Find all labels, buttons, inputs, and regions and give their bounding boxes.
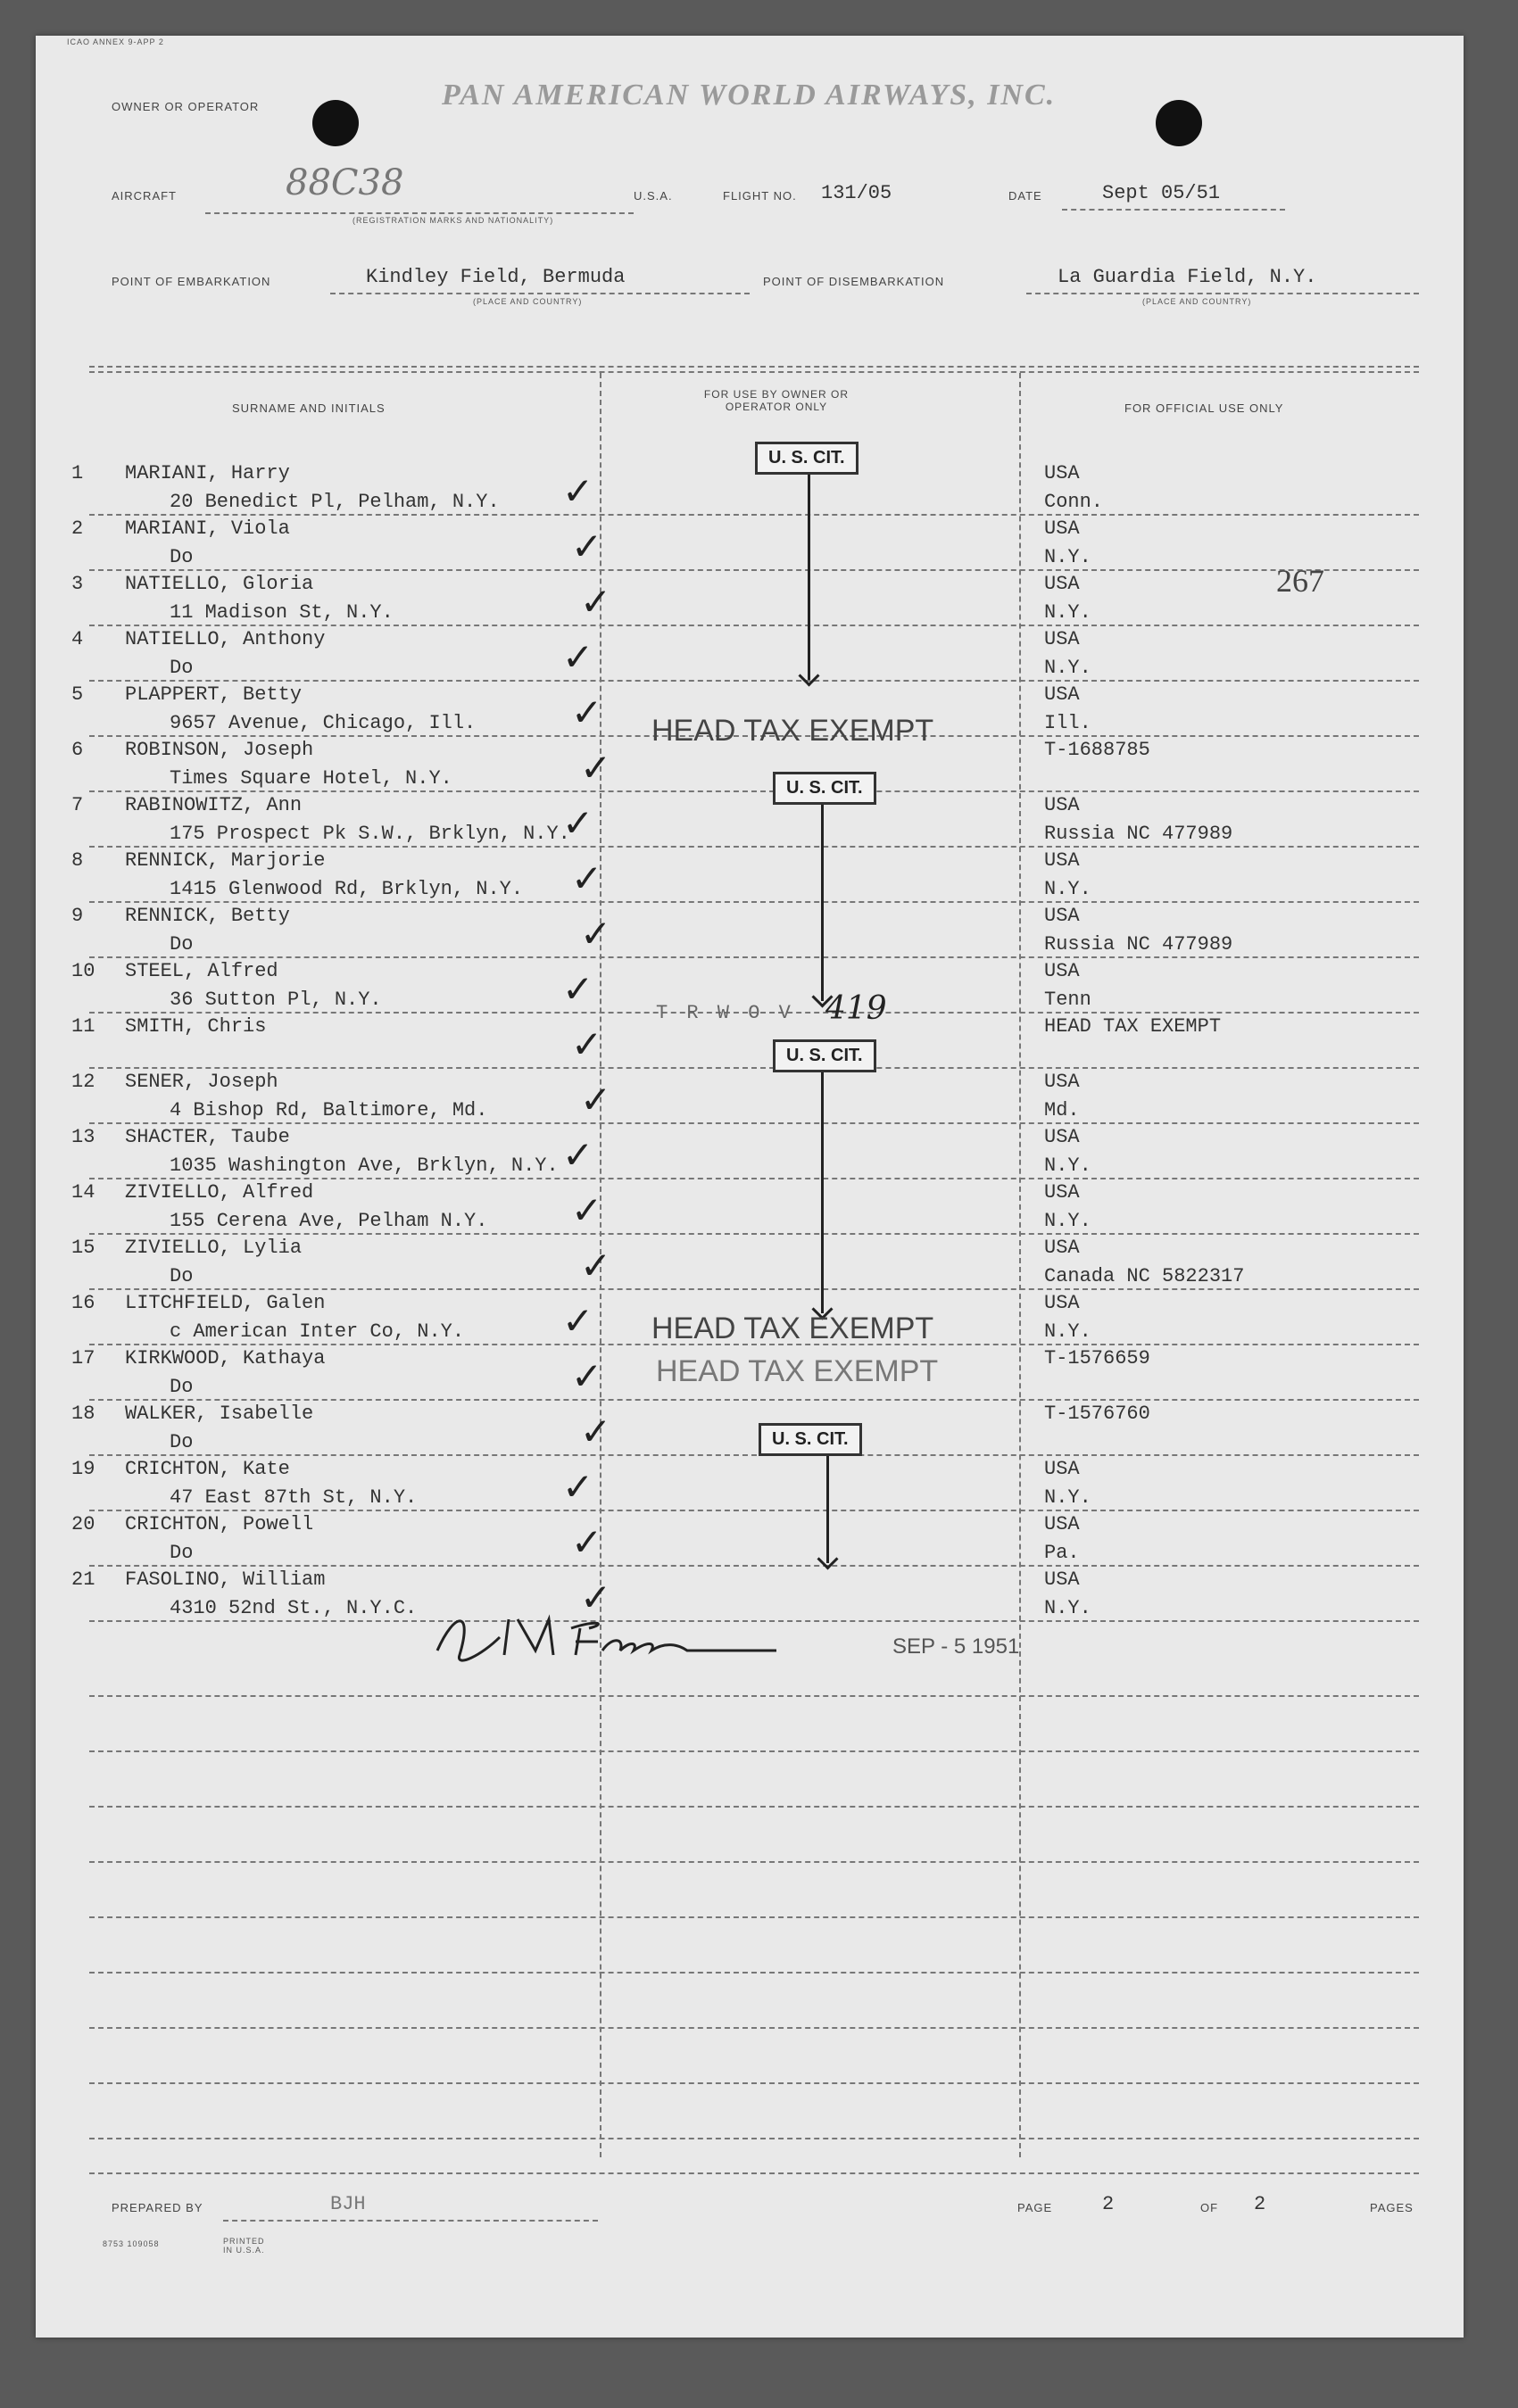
trwov-number: 419 xyxy=(825,990,887,1027)
passenger-name: WALKER, Isabelle xyxy=(125,1403,314,1425)
official-entry-2: N.Y. xyxy=(1044,878,1091,900)
passenger-address: Do xyxy=(170,1542,194,1564)
passenger-address: Do xyxy=(170,1431,194,1453)
trwov-stamp: T R W O V xyxy=(656,1002,794,1024)
col-surname-header: SURNAME AND INITIALS xyxy=(232,401,386,415)
official-entry-1: USA xyxy=(1044,683,1080,706)
official-entry-1: USA xyxy=(1044,905,1080,927)
check-mark-icon: ✓ xyxy=(571,1022,603,1066)
row-separator xyxy=(89,514,1419,516)
official-entry-1: USA xyxy=(1044,1126,1080,1148)
prepared-label: PREPARED BY xyxy=(112,2201,203,2214)
passenger-name: MARIANI, Harry xyxy=(125,462,290,484)
official-entry-1: T-1688785 xyxy=(1044,739,1150,761)
row-separator xyxy=(89,1233,1419,1235)
official-entry-2: N.Y. xyxy=(1044,1597,1091,1619)
official-entry-1: USA xyxy=(1044,1237,1080,1259)
form-number: 8753 109058 xyxy=(103,2239,160,2248)
row-number: 21 xyxy=(71,1568,95,1591)
flight-value: 131/05 xyxy=(821,182,892,204)
check-mark-icon: ✓ xyxy=(571,525,603,568)
official-entry-2: N.Y. xyxy=(1044,601,1091,624)
airline-name: PAN AMERICAN WORLD AIRWAYS, INC. xyxy=(442,79,1057,112)
row-separator xyxy=(89,1178,1419,1179)
head-tax-stamp-2: HEAD TAX EXEMPT xyxy=(651,1312,934,1345)
official-entry-1: USA xyxy=(1044,1071,1080,1093)
row-separator xyxy=(89,1454,1419,1456)
row-separator xyxy=(89,790,1419,792)
empty-row-line xyxy=(89,2082,1419,2084)
empty-row-line xyxy=(89,1916,1419,1918)
check-mark-icon: ✓ xyxy=(580,746,612,790)
row-separator xyxy=(89,846,1419,848)
prepared-value: BJH xyxy=(330,2193,366,2215)
table-row xyxy=(36,849,1464,905)
empty-row-line xyxy=(89,1806,1419,1808)
row-number: 1 xyxy=(71,462,84,484)
table-row xyxy=(36,1126,1464,1181)
official-entry-1: USA xyxy=(1044,1181,1080,1204)
table-row xyxy=(36,1071,1464,1126)
owner-label: OWNER OR OPERATOR xyxy=(112,100,260,113)
pages-label: PAGES xyxy=(1370,2201,1414,2214)
page-value: 2 xyxy=(1102,2193,1115,2215)
check-mark-icon: ✓ xyxy=(571,1354,603,1398)
official-entry-2: N.Y. xyxy=(1044,1320,1091,1343)
registration-caption: (REGISTRATION MARKS AND NATIONALITY) xyxy=(353,216,554,225)
empty-row-line xyxy=(89,1972,1419,1974)
passenger-address: 4310 52nd St., N.Y.C. xyxy=(170,1597,418,1619)
col-owner-header: FOR USE BY OWNER OR OPERATOR ONLY xyxy=(703,388,850,413)
passenger-name: NATIELLO, Anthony xyxy=(125,628,326,650)
check-mark-icon: ✓ xyxy=(580,912,612,956)
aircraft-line xyxy=(205,212,634,214)
passenger-name: SMITH, Chris xyxy=(125,1015,267,1038)
row-number: 16 xyxy=(71,1292,95,1314)
passenger-name: LITCHFIELD, Galen xyxy=(125,1292,326,1314)
row-number: 20 xyxy=(71,1513,95,1535)
embarkation-value: Kindley Field, Bermuda xyxy=(366,266,626,288)
passenger-address: Times Square Hotel, N.Y. xyxy=(170,767,452,790)
official-entry-1: USA xyxy=(1044,462,1080,484)
row-number: 17 xyxy=(71,1347,95,1369)
official-entry-2: Conn. xyxy=(1044,491,1104,513)
aircraft-value: 88C38 xyxy=(286,162,404,203)
passenger-name: ROBINSON, Joseph xyxy=(125,739,314,761)
row-number: 13 xyxy=(71,1126,95,1148)
official-entry-1: USA xyxy=(1044,849,1080,872)
prepared-line xyxy=(223,2220,598,2222)
disembarkation-value: La Guardia Field, N.Y. xyxy=(1058,266,1317,288)
passenger-address: Do xyxy=(170,657,194,679)
row-number: 9 xyxy=(71,905,84,927)
of-value: 2 xyxy=(1254,2193,1266,2215)
passenger-name: KIRKWOOD, Kathaya xyxy=(125,1347,326,1369)
table-row xyxy=(36,573,1464,628)
row-number: 3 xyxy=(71,573,84,595)
check-mark-icon: ✓ xyxy=(580,1078,612,1121)
official-entry-1: USA xyxy=(1044,960,1080,982)
passenger-name: MARIANI, Viola xyxy=(125,517,290,540)
official-entry-1: USA xyxy=(1044,1513,1080,1535)
passenger-address: 155 Cerena Ave, Pelham N.Y. xyxy=(170,1210,488,1232)
official-entry-2: Canada NC 5822317 xyxy=(1044,1265,1245,1287)
row-number: 14 xyxy=(71,1181,95,1204)
embarkation-line xyxy=(330,293,750,294)
date-stamp: SEP - 5 1951 xyxy=(892,1634,1020,1659)
passenger-address: 36 Sutton Pl, N.Y. xyxy=(170,989,382,1011)
row-separator xyxy=(89,680,1419,682)
form-ref: ICAO ANNEX 9-APP 2 xyxy=(67,37,164,46)
official-entry-1: T-1576659 xyxy=(1044,1347,1150,1369)
row-separator xyxy=(89,1122,1419,1124)
check-mark-icon: ✓ xyxy=(562,1299,594,1343)
passenger-name: CRICHTON, Kate xyxy=(125,1458,290,1480)
arrow-3 xyxy=(821,1072,824,1313)
punch-hole-right xyxy=(1156,100,1202,146)
passenger-address: 1035 Washington Ave, Brklyn, N.Y. xyxy=(170,1154,559,1177)
date-line xyxy=(1062,209,1285,211)
aircraft-label: AIRCRAFT xyxy=(112,189,177,203)
row-separator xyxy=(89,1067,1419,1069)
passenger-address: c American Inter Co, N.Y. xyxy=(170,1320,465,1343)
passenger-name: SHACTER, Taube xyxy=(125,1126,290,1148)
check-mark-icon: ✓ xyxy=(571,691,603,734)
passenger-address: 20 Benedict Pl, Pelham, N.Y. xyxy=(170,491,500,513)
passenger-name: RABINOWITZ, Ann xyxy=(125,794,303,816)
row-number: 15 xyxy=(71,1237,95,1259)
passenger-name: STEEL, Alfred xyxy=(125,960,278,982)
row-separator xyxy=(89,625,1419,626)
official-entry-1: USA xyxy=(1044,1292,1080,1314)
passenger-address: 47 East 87th St, N.Y. xyxy=(170,1486,418,1509)
table-row xyxy=(36,1403,1464,1458)
page-count-mark: 267 xyxy=(1276,563,1324,599)
passenger-name: PLAPPERT, Betty xyxy=(125,683,303,706)
check-mark-icon: ✓ xyxy=(580,1410,612,1453)
row-number: 10 xyxy=(71,960,95,982)
check-mark-icon: ✓ xyxy=(562,967,594,1011)
row-number: 6 xyxy=(71,739,84,761)
passenger-address: 175 Prospect Pk S.W., Brklyn, N.Y. xyxy=(170,823,570,845)
check-mark-icon: ✓ xyxy=(571,856,603,900)
row-separator xyxy=(89,1565,1419,1567)
passenger-address: 1415 Glenwood Rd, Brklyn, N.Y. xyxy=(170,878,524,900)
passenger-address: Do xyxy=(170,546,194,568)
check-mark-icon: ✓ xyxy=(562,635,594,679)
official-entry-2: N.Y. xyxy=(1044,546,1091,568)
official-entry-2: Russia NC 477989 xyxy=(1044,823,1233,845)
check-mark-icon: ✓ xyxy=(562,801,594,845)
official-entry-1: USA xyxy=(1044,628,1080,650)
embarkation-caption: (PLACE AND COUNTRY) xyxy=(473,297,583,306)
us-cit-stamp-4: U. S. CIT. xyxy=(759,1423,862,1456)
passenger-name: RENNICK, Betty xyxy=(125,905,290,927)
passenger-name: RENNICK, Marjorie xyxy=(125,849,326,872)
check-mark-icon: ✓ xyxy=(562,469,594,513)
check-mark-icon: ✓ xyxy=(562,1133,594,1177)
official-entry-1: USA xyxy=(1044,1568,1080,1591)
manifest-sheet xyxy=(36,36,1464,2338)
table-row xyxy=(36,1458,1464,1513)
row-number: 19 xyxy=(71,1458,95,1480)
table-row xyxy=(36,628,1464,683)
row-separator xyxy=(89,1399,1419,1401)
header-rule-top-2 xyxy=(89,371,1419,373)
header-rule-top xyxy=(89,366,1419,368)
row-separator xyxy=(89,1288,1419,1290)
embarkation-label: POINT OF EMBARKATION xyxy=(112,275,271,288)
flight-label: FLIGHT NO. xyxy=(723,189,797,203)
head-tax-stamp-1: HEAD TAX EXEMPT xyxy=(651,714,934,748)
footer-rule xyxy=(89,2172,1419,2174)
official-entry-2: N.Y. xyxy=(1044,1210,1091,1232)
passenger-name: SENER, Joseph xyxy=(125,1071,278,1093)
passenger-name: CRICHTON, Powell xyxy=(125,1513,314,1535)
passenger-address: Do xyxy=(170,1376,194,1398)
official-entry-2: Tenn xyxy=(1044,989,1091,1011)
signature xyxy=(419,1601,794,1673)
check-mark-icon: ✓ xyxy=(580,1576,612,1619)
row-separator xyxy=(89,901,1419,903)
row-number: 2 xyxy=(71,517,84,540)
passenger-address: Do xyxy=(170,933,194,956)
table-row xyxy=(36,1181,1464,1237)
nationality: U.S.A. xyxy=(634,189,673,203)
check-mark-icon: ✓ xyxy=(580,1244,612,1287)
official-entry-2: Russia NC 477989 xyxy=(1044,933,1233,956)
official-entry-2: N.Y. xyxy=(1044,657,1091,679)
passenger-address: 4 Bishop Rd, Baltimore, Md. xyxy=(170,1099,488,1121)
official-entry-2: N.Y. xyxy=(1044,1486,1091,1509)
row-number: 18 xyxy=(71,1403,95,1425)
disembarkation-label: POINT OF DISEMBARKATION xyxy=(763,275,945,288)
check-mark-icon: ✓ xyxy=(562,1465,594,1509)
passenger-name: NATIELLO, Gloria xyxy=(125,573,314,595)
table-row xyxy=(36,462,1464,517)
disembarkation-caption: (PLACE AND COUNTRY) xyxy=(1142,297,1252,306)
row-separator xyxy=(89,569,1419,571)
table-row xyxy=(36,905,1464,960)
table-row xyxy=(36,517,1464,573)
passenger-address: 11 Madison St, N.Y. xyxy=(170,601,394,624)
official-entry-1: USA xyxy=(1044,1458,1080,1480)
col-official-header: FOR OFFICIAL USE ONLY xyxy=(1124,401,1284,415)
passenger-name: ZIVIELLO, Alfred xyxy=(125,1181,314,1204)
empty-row-line xyxy=(89,1695,1419,1697)
official-entry-2: N.Y. xyxy=(1044,1154,1091,1177)
row-number: 12 xyxy=(71,1071,95,1093)
empty-row-line xyxy=(89,2027,1419,2029)
punch-hole-left xyxy=(312,100,359,146)
head-tax-stamp-3: HEAD TAX EXEMPT xyxy=(656,1354,939,1388)
us-cit-stamp-1: U. S. CIT. xyxy=(755,442,859,475)
us-cit-stamp-2: U. S. CIT. xyxy=(773,772,876,805)
arrow-4 xyxy=(826,1456,829,1563)
of-label: OF xyxy=(1200,2201,1219,2214)
arrow-1 xyxy=(808,475,810,680)
official-entry-1: T-1576760 xyxy=(1044,1403,1150,1425)
row-number: 4 xyxy=(71,628,84,650)
empty-row-line xyxy=(89,2138,1419,2139)
passenger-address: 9657 Avenue, Chicago, Ill. xyxy=(170,712,477,734)
us-cit-stamp-3: U. S. CIT. xyxy=(773,1039,876,1072)
disembarkation-line xyxy=(1026,293,1419,294)
table-row xyxy=(36,1513,1464,1568)
date-value: Sept 05/51 xyxy=(1102,182,1221,204)
passenger-name: FASOLINO, William xyxy=(125,1568,326,1591)
row-number: 7 xyxy=(71,794,84,816)
row-number: 5 xyxy=(71,683,84,706)
row-separator xyxy=(89,956,1419,958)
official-entry-2: Ill. xyxy=(1044,712,1091,734)
row-number: 11 xyxy=(71,1015,95,1038)
arrow-2 xyxy=(821,805,824,1001)
page-label: PAGE xyxy=(1017,2201,1053,2214)
official-entry-2: Md. xyxy=(1044,1099,1080,1121)
table-row xyxy=(36,1237,1464,1292)
check-mark-icon: ✓ xyxy=(571,1520,603,1564)
official-entry-1: USA xyxy=(1044,794,1080,816)
passenger-address: Do xyxy=(170,1265,194,1287)
date-label: DATE xyxy=(1008,189,1042,203)
official-entry-1: USA xyxy=(1044,517,1080,540)
empty-row-line xyxy=(89,1750,1419,1752)
official-entry-1: USA xyxy=(1044,573,1080,595)
check-mark-icon: ✓ xyxy=(580,580,612,624)
printed-label: PRINTED IN U.S.A. xyxy=(223,2237,265,2255)
row-number: 8 xyxy=(71,849,84,872)
official-entry-1: HEAD TAX EXEMPT xyxy=(1044,1015,1222,1038)
check-mark-icon: ✓ xyxy=(571,1188,603,1232)
empty-row-line xyxy=(89,1861,1419,1863)
passenger-name: ZIVIELLO, Lylia xyxy=(125,1237,303,1259)
official-entry-2: Pa. xyxy=(1044,1542,1080,1564)
table-row xyxy=(36,794,1464,849)
row-separator xyxy=(89,1510,1419,1511)
